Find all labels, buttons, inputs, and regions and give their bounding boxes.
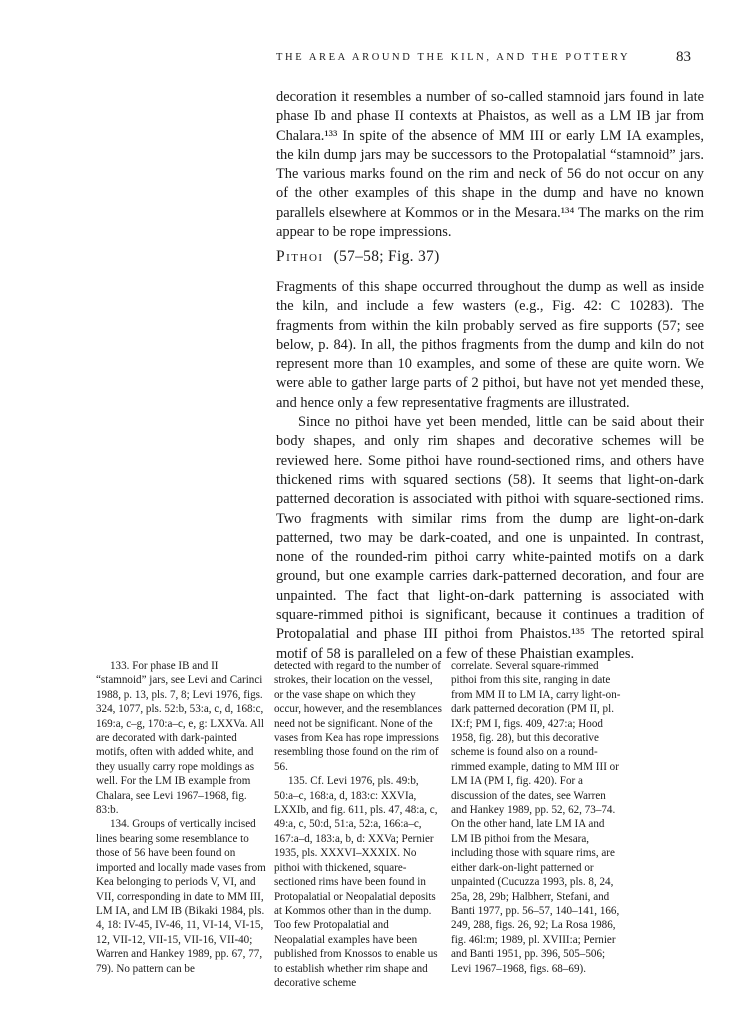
section-body [276, 278, 704, 664]
footnote-135-continued: correlate. Several square-rimmed pithoi from this site, ranging in date from MM II to LM IA, carry light-on-dark patterned decoration (PM II, pl. IX:f; PM I, figs. 409, 427:a; Hood 1958, fig. 28), but this decorative scheme is found also on a round-rimmed example, dating to MM III or LM IA (PM I, fig. 420). For a discussion of the dates, see Warren and Hankey 1989, pp. 52, 62, 73–74. On the other hand, late LM IA and LM IB pithoi from the Mesara, including those with square rims, are either dark-on-light patterned or unpainted (Cucuzza 1993, pls. 8, 24, 25a, 28, 29b; Halbherr, Stefani, and Banti 1977, pp. 56–57, 140–141, 166, 249, 288, figs. 26, 92; La Rosa 1986, fig. 46l:m; 1989, pl. XVIII:a; Pernier and Banti 1951, pp. 396, 505–506; Levi 1967–1968, figs. 68–69). [451, 660, 621, 975]
footnote-column-2 [274, 659, 442, 990]
section-title: Pithoi [276, 248, 324, 265]
footnote-134: 134. Groups of vertically incised lines bearing some resemblance to those of 56 have been found on imported and locally made vases from Kea belonging to periods V, VI, and VII, corresponding in date to MM III, LM IA, and LM IB (Bikaki 1984, pls. 4, 18: IV-45, IV-46, 11, VI-14, VI-15, 12, VII-12, VII-15, VII-16, VII-40; Warren and Hankey 1989, pp. 67, 77, 79). No pattern can be [96, 818, 266, 975]
footnote-column-1 [96, 659, 266, 976]
footnote-135: 135. Cf. Levi 1976, pls. 49:b, 50:a–c, 168:a, d, 183:c: XXVIa, LXXIb, and fig. 611, pls. 47, 48:a, c, 49:a, c, 50:d, 51:a, 52:a, 166:a–c, 167:a–d, 183:a, b, d: XXVa; Pernier 1935, pls. XXXVI–XXXIX. No pithoi with thickened, square-sectioned rims have been found in Protopalatial or Neopalatial deposits at Kommos other than in the dump. Too few Protopalatial and Neopalatial examples have been published from Knossos to enable us to establish whether rim shape and decorative scheme [274, 775, 438, 989]
section-reference: (57–58; Fig. 37) [333, 248, 440, 265]
footnote-134-continued: detected with regard to the number of strokes, their location on the vessel, or the vase shape on which they occur, however, and the resemblances need not be significant. None of the vases from Kea has rope impressions resembling those found on the rim of 56. [274, 660, 442, 773]
footnote-column-3 [451, 659, 621, 976]
page-number: 83 [676, 49, 691, 65]
section-heading [276, 248, 440, 266]
main-text-column [276, 88, 704, 242]
section-paragraph-2: Since no pithoi have yet been mended, little can be said about their body shapes, and only rim shapes and decorative schemes will be reviewed here. Some pithoi have round-sectioned rims, and others have thickened rims with squared sections (58). It seems that light-on-dark patterned decoration is associated with pithoi with square-sectioned rims. Two fragments with similar rims from the dump are light-on-dark patterned, two may be dark-coated, and one is unpainted. In contrast, none of the rounded-rim pithoi carry white-painted motifs on a dark ground, but one example carries dark-patterned decoration, and four are unpainted. The fact that light-on-dark patterning is associated with square-rimmed pithoi is significant, because it continues a tradition of Protopalatial and phase III pithoi from Phaistos.¹³⁵ The retorted spiral motif of 58 is paralleled on a few of these Phaistian examples. [276, 414, 704, 662]
section-paragraph-1: Fragments of this shape occurred throughout the dump as well as inside the kiln, and include a few wasters (e.g., Fig. 42: C 10283). The fragments from within the kiln probably served as fire supports (57; see below, p. 84). In all, the pithos fragments from the dump and kiln do not represent more than 10 examples, and some of these are quite worn. We were able to gather large parts of 2 pithoi, but have not yet mended these, and hence only a few representative fragments are illustrated. [276, 279, 704, 411]
running-head: THE AREA AROUND THE KILN, AND THE POTTERY [276, 52, 631, 63]
intro-paragraph: decoration it resembles a number of so-called stamnoid jars found in late phase Ib and phase II contexts at Phaistos, as well as a LM IB jar from Chalara.¹³³ In spite of the absence of MM III or early LM IA examples, the kiln dump jars may be successors to the Protopalatial “stamnoid” jars. The various marks found on the rim and neck of 56 do not occur on any of the other examples of this shape in the dump and have no known parallels elsewhere at Kommos or in the Mesara.¹³⁴ The marks on the rim appear to be rope impressions. [276, 89, 704, 241]
footnote-133: 133. For phase IB and II “stamnoid” jars, see Levi and Carinci 1988, p. 13, pls. 7, 8; Levi 1976, figs. 324, 1077, pls. 52:b, 53:a, c, d, 168:c, 169:a, c–g, 170:a–c, e, g: LXXVa. All are decorated with dark-painted motifs, often with added white, and they usually carry rope moldings as well. For the LM IB example from Chalara, see Levi 1967–1968, fig. 83:b. [96, 660, 264, 817]
